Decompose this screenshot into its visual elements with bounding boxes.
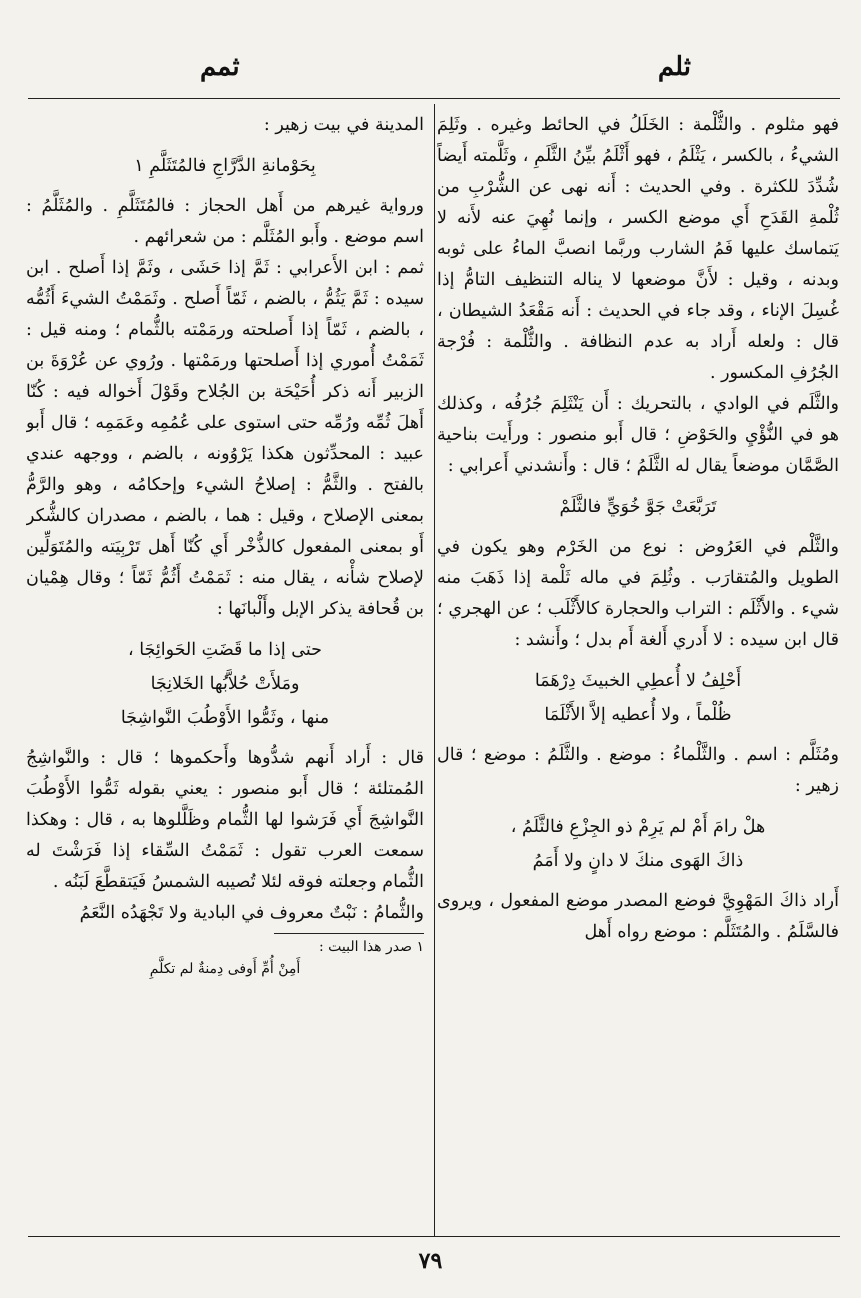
page-header (0, 52, 861, 92)
header-right-headword: ثلم (657, 52, 691, 82)
verse-line: تَرَبَّعَتْ جَوَّ خُوَيٍّ فالثَّلَمْ (559, 497, 717, 517)
entry-paragraph: المدينة في بيت زهير : (263, 115, 424, 135)
entry-paragraph: أَراد ذاكَ المَهْوِيَّ فوضع المصدر موضع المفعول ، ويروى فالسَّلَمُ . والمُتَثَلَّم : موضع رواه أَهل (437, 891, 839, 942)
verse-line: أَحْلِفُ لا أُعطِي الخبيثَ دِرْهَمَا (534, 671, 742, 691)
verse (26, 633, 424, 735)
verse-line: هلْ رامَ أَمْ لم يَرِمْ ذو الجِزْعِ فالثَّلَمُ ، (510, 817, 766, 837)
right-column (437, 110, 839, 1230)
page-number: ٧٩ (418, 1248, 443, 1274)
entry-paragraph: ورواية غيرهم من أَهل الحجاز : فالمُتَثَلَّمِ . والمُثَلَّمُ : اسم موضع . وأَبو المُثَلَّم : من شعرائهم . (26, 196, 424, 247)
verse (437, 664, 839, 732)
verse-line: بِحَوْمانةِ الدَّرَّاجِ فالمُتَثَلَّمِ ١ (134, 156, 316, 176)
entry-paragraph: والثُّمامُ : نَبْتٌ معروف في البادية ولا تَجْهَدُه النَّعَمُ (79, 903, 424, 923)
verse-line: حتى إذا ما قَضَتِ الحَوائِجَا ، (128, 640, 322, 660)
header-left-headword: ثمم (200, 52, 240, 82)
verse (437, 490, 839, 524)
header-rule (28, 98, 840, 99)
verse-line: ذاكَ الهَوى منكَ لا دانٍ ولا أَمَمُ (532, 851, 744, 871)
entry-paragraph: والثَّلَم في الوادي ، بالتحريك : أَن يَنْثَلِمَ جُرُفُه ، وكذلك هو في النُّؤْيِ والحَوْضِ ؛ قال أَبو منصور : ورأَيت بناحية الصَّمَّان موضعاً يقال له الثَّلَمُ ؛ قال : وأَنشدني أَعرابي : (437, 394, 839, 476)
verse-line: ومَلأَتْ حُلاَّبُها الخَلانِجَا (150, 674, 300, 694)
verse-line: ظُلْماً ، ولا أُعطيه إلاَّ الأَثْلَمَا (544, 705, 732, 725)
footnote-rule (274, 933, 424, 934)
footnote-label: ١ صدر هذا البيت : (318, 939, 424, 955)
verse-line: منها ، وثَمُّوا الأَوْطُبَ النَّواشِجَا (120, 708, 330, 728)
footnote-verse: أَمِنْ أُمِّ أَوفى دِمنةٌ لم تكلَّمِ (149, 961, 301, 977)
verse (26, 149, 424, 183)
entry-paragraph: ثمم : ابن الأَعرابي : ثَمَّ إذا حَشَى ، وثَمَّ إذا أَصلح . ابن سيده : ثَمَّ يَثُمُّ ، بالضم ، ثَمّاً أَصلح . وثَمَمْتُ الشيءَ أَثُمُّه ، بالضم ، ثَمّاً إذا أَصلحته ورمَمْته بالثُّمام ؛ ومنه قيل : ثَمَمْتُ أُموري إذا أَصلحتها ورمَمْتها . ورُوي عن عُرْوَةَ بن الزبير أَنه ذكر أُحَيْحَة بن الجُلاح وقَوْلَ أَخواله فيه : كُنّا أَهلَ ثُمِّه ورُمِّه حتى استوى على عُمُمِه وعَمَمِه ؛ قال أَبو عبيد : المحدِّثون هكذا يَرْوُونه ، بالضم ، ووجهه عندي بالفتح . والثَّمُّ : إصلاحُ الشيء وإحكامُه ، وهو والرَّمُّ بمعنى الإصلاح ، وقيل : هما ، بالضم ، مصدران كالشُّكر أَو بمعنى المفعول كالذُّخْر أَي كُنّا أَهل تَرْبِيَته والمُتَوَلِّين لإصلاح شأْنه ، يقال منه : ثَمَمْتُ أَثُمُّ ثَمّاً ؛ وقال هِمْيان بن قُحافة يذكر الإبل وأَلْبانَها : (26, 258, 424, 619)
footnote (26, 936, 424, 980)
entry-paragraph: فهو مثلوم . والثُّلْمة : الخَلَلُ في الحائط وغيره . وثَلِمَ الشيءُ ، بالكسر ، يَثْلَمُ ، فهو أَثْلَمُ بيِّنُ الثَّلَمِ ، وثَلَّمته أَيضاً شُدِّدَ للكثرة . وفي الحديث : أَنه نهى عن الشُّرْبِ من ثُلْمةِ القَدَحِ أَي موضع الكسر ، وإنما نُهِيَ عنه لأَنه لا يَتماسك عليها فَمُ الشارب وربَّما انصبَّ الماءُ على ثوبه وبدنه ، وقيل : لأَنَّ موضعها لا يناله التنظيف التامُّ إذا غُسِلَ الإناء ، وقد جاء في الحديث : أَنه مَقْعَدُ الشيطان ، قال : ولعله أَراد به عدم النظافة . والثُّلْمة : فُرْجة الجُرُفِ المكسور . (437, 115, 839, 383)
entry-paragraph: ومُثَلَّم : اسم . والثَّلْماءُ : موضع . والثَّلَمُ : موضع ؛ قال زهير : (437, 745, 839, 796)
verse (437, 810, 839, 878)
entry-paragraph: قال : أَراد أَنهم شدُّوها وأَحكموها ؛ قال : والنَّواشِجُ المُمتلئة ؛ قال أَبو منصور : يعني بقوله ثَمُّوا الأَوْطُبَ النَّواشِجَ أَي فَرَشوا لها الثُّمام وظَلَّلوها به ، قال : وهكذا سمعت العرب تقول : ثَمَمْتُ السِّقاء إذا فَرَشْتَ له الثُّمام وجعلته فوقه لئلا تُصيبه الشمسُ فَيَتقطَّعَ لَبَنُه . (26, 748, 424, 892)
footer-rule (28, 1236, 840, 1237)
column-divider (434, 104, 435, 1236)
entry-paragraph: والثَّلْم في العَرُوض : نوع من الخَرْم وهو يكون في الطويل والمُتقارَب . وثُلِمَ في ماله ثَلْمة إذا ذَهَبَ منه شيء . والأَثْلَم : التراب والحجارة كالأَثْلَب ؛ عن الهجري ؛ قال ابن سيده : لا أَدري أَلغة أَم بدل ؛ وأَنشد : (437, 537, 839, 650)
left-column (26, 110, 424, 1230)
